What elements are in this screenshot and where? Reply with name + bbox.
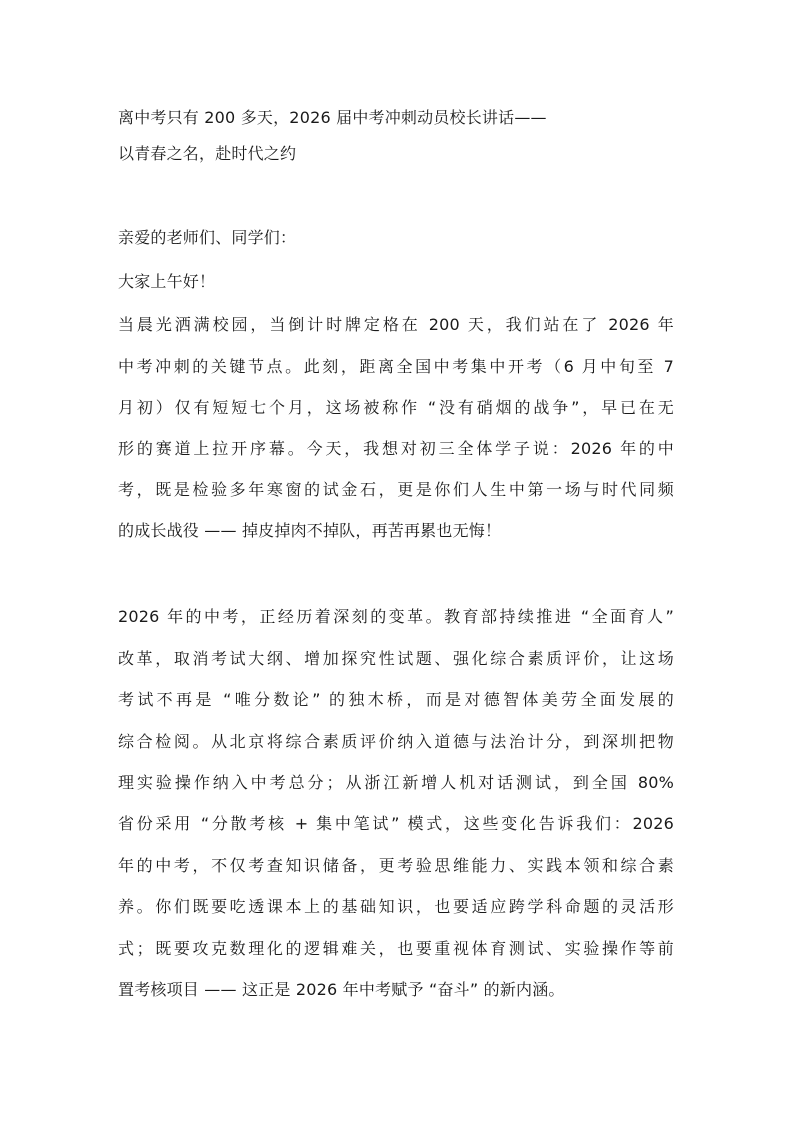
paragraph-1-line-4: 形的赛道上拉开序幕。今天，我想对初三全体学子说：2026 年的中 [118,439,674,458]
greeting: 大家上午好！ [118,272,216,291]
paragraph-1-line-6: 的成长战役 —— 掉皮掉肉不掉队，再苦再累也无悔！ [118,521,502,540]
paragraph-1-line-2: 中考冲刺的关键节点。此刻，距离全国中考集中开考（6 月中旬至 7 [118,357,674,376]
paragraph-2-line-7: 年的中考，不仅考查知识储备，更考验思维能力、实践本领和综合素 [118,856,674,875]
paragraph-2-line-5: 理实验操作纳入中考总分；从浙江新增人机对话测试，到全国 80% [118,773,674,792]
paragraph-2-line-2: 改革，取消考试大纲、增加探究性试题、强化综合素质评价，让这场 [118,649,674,668]
paragraph-2-line-6: 省份采用 “分散考核 + 集中笔试” 模式，这些变化告诉我们：2026 [118,814,674,833]
paragraph-2-line-9: 式；既要攻克数理化的逻辑难关，也要重视体育测试、实验操作等前 [118,939,674,958]
paragraph-1-line-1: 当晨光洒满校园，当倒计时牌定格在 200 天，我们站在了 2026 年 [118,315,674,334]
title-line-2: 以青春之名，赴时代之约 [118,144,297,163]
salutation: 亲爱的老师们、同学们： [118,228,297,247]
paragraph-2-line-10: 置考核项目 —— 这正是 2026 年中考赋予 “奋斗” 的新内涵。 [118,980,565,999]
paragraph-2-line-3: 考试不再是 “唯分数论” 的独木桥，而是对德智体美劳全面发展的 [118,690,674,709]
paragraph-2-line-4: 综合检阅。从北京将综合素质评价纳入道德与法治计分，到深圳把物 [118,732,674,751]
paragraph-2-line-1: 2026 年的中考，正经历着深刻的变革。教育部持续推进 “全面育人” [118,607,674,626]
paragraph-1-line-5: 考，既是检验多年寒窗的试金石，更是你们人生中第一场与时代同频 [118,480,674,499]
paragraph-1-line-3: 月初）仅有短短七个月，这场被称作 “没有硝烟的战争”，早已在无 [118,398,674,417]
title-line-1: 离中考只有 200 多天，2026 届中考冲刺动员校长讲话—— [118,108,547,127]
paragraph-2-line-8: 养。你们既要吃透课本上的基础知识，也要适应跨学科命题的灵活形 [118,897,674,916]
